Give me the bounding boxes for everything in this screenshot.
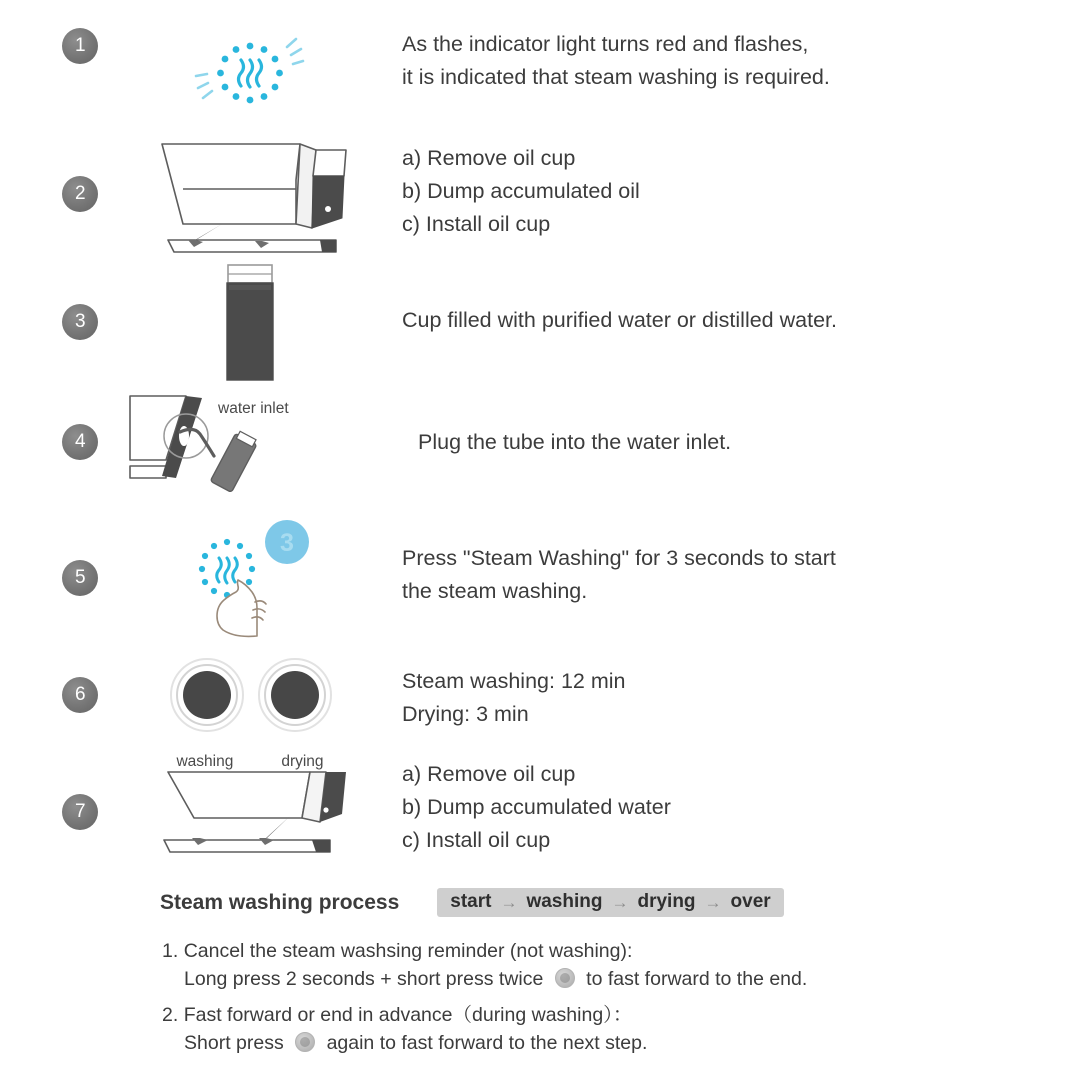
steam-indicator-icon [190,28,310,128]
step-2-line-1: a) Remove oil cup [402,146,576,170]
step-number-badge: 3 [62,304,98,340]
step-2-text [390,136,1080,241]
step-1-badge-col [0,28,110,64]
note-1-index: 1. [162,940,179,962]
step-1-text [390,28,1080,94]
step-3-illustration [110,262,390,384]
step-5-illustration [110,518,390,638]
note-2-detail-after: again to fast forward to the next step. [326,1032,648,1054]
steam-washing-button-icon[interactable] [555,968,575,988]
washing-drying-indicator-icon [155,655,345,751]
process-stage-start: start [450,891,492,912]
step-6-line-2: Drying: 3 min [402,702,529,726]
process-stage-drying: drying [637,891,696,912]
step-1-illustration [110,28,390,128]
step-7-line-1: a) Remove oil cup [402,762,576,786]
note-1-detail [162,965,1080,993]
step-2-line-3: c) Install oil cup [402,212,551,236]
water-inlet-caption: water inlet [218,400,289,417]
step-1-line-2: it is indicated that steam washing is required. [402,65,830,89]
step-7-illustration [110,758,390,866]
step-6-text [390,655,1080,731]
note-1-detail-after: to fast forward to the end. [586,968,808,990]
step-7-line-2: b) Dump accumulated water [402,795,671,819]
arrow-right-icon: → [611,892,629,912]
range-hood-oil-cup-removal-icon [150,136,350,261]
step-1-line-1: As the indicator light turns red and flashes, [402,32,809,56]
step-number-badge: 2 [62,176,98,212]
step-4 [0,392,1080,497]
step-7 [0,758,1080,866]
arrow-right-icon: → [500,892,518,912]
note-2-detail [162,1029,1080,1057]
step-number-badge: 6 [62,677,98,713]
step-4-illustration [110,392,406,497]
step-5-line-2: the steam washing. [402,579,588,603]
step-2-illustration [110,136,390,261]
step-5 [0,518,1080,638]
process-stage-over: over [730,891,771,912]
note-1 [162,937,1080,993]
step-number-badge: 1 [62,28,98,64]
step-2-badge-col [0,136,110,212]
process-title: Steam washing process [160,890,400,914]
process-stage-washing: washing [526,891,603,912]
step-6-line-1: Steam washing: 12 min [402,669,626,693]
steam-washing-button-icon[interactable] [295,1032,315,1052]
step-7-badge-col [0,758,110,830]
step-4-text [406,392,1080,459]
step-3-text [390,262,1080,337]
step-5-text [390,518,1080,608]
step-5-line-1: Press "Steam Washing" for 3 seconds to start [402,546,836,570]
step-4-badge-col [0,392,110,460]
note-2-title: Fast forward or end in advance（during washing）： [183,1004,633,1026]
step-6 [0,655,1080,769]
press-steam-washing-hand-icon [165,518,335,638]
step-6-illustration [110,655,390,769]
arrow-right-icon: → [704,892,722,912]
step-3-line-1: Cup filled with purified water or distilled water. [402,308,837,332]
step-1 [0,28,1080,128]
step-number-badge: 7 [62,794,98,830]
step-2 [0,136,1080,261]
step-4-line-1: Plug the tube into the water inlet. [418,430,732,454]
process-summary [0,888,1080,1057]
note-2-index: 2. [162,1004,179,1026]
drying-indicator-caption: drying [281,753,324,770]
step-3-badge-col [0,262,110,340]
step-number-badge: 4 [62,424,98,460]
step-number-badge: 5 [62,560,98,596]
note-2-detail-before: Short press [184,1032,284,1054]
step-5-badge-col [0,518,110,596]
range-hood-water-cup-removal-icon [150,758,350,866]
note-1-title: Cancel the steam washsing reminder (not washing): [183,940,633,962]
note-1-detail-before: Long press 2 seconds + short press twice [184,968,544,990]
step-7-text [390,758,1080,857]
svg-text:3: 3 [280,529,294,557]
water-cup-icon [205,262,295,384]
note-2 [162,993,1080,1057]
step-7-line-3: c) Install oil cup [402,828,551,852]
step-2-line-2: b) Dump accumulated oil [402,179,640,203]
step-6-badge-col [0,655,110,713]
process-flow-bar [437,888,783,917]
step-3 [0,262,1080,384]
washing-indicator-caption: washing [176,753,234,770]
